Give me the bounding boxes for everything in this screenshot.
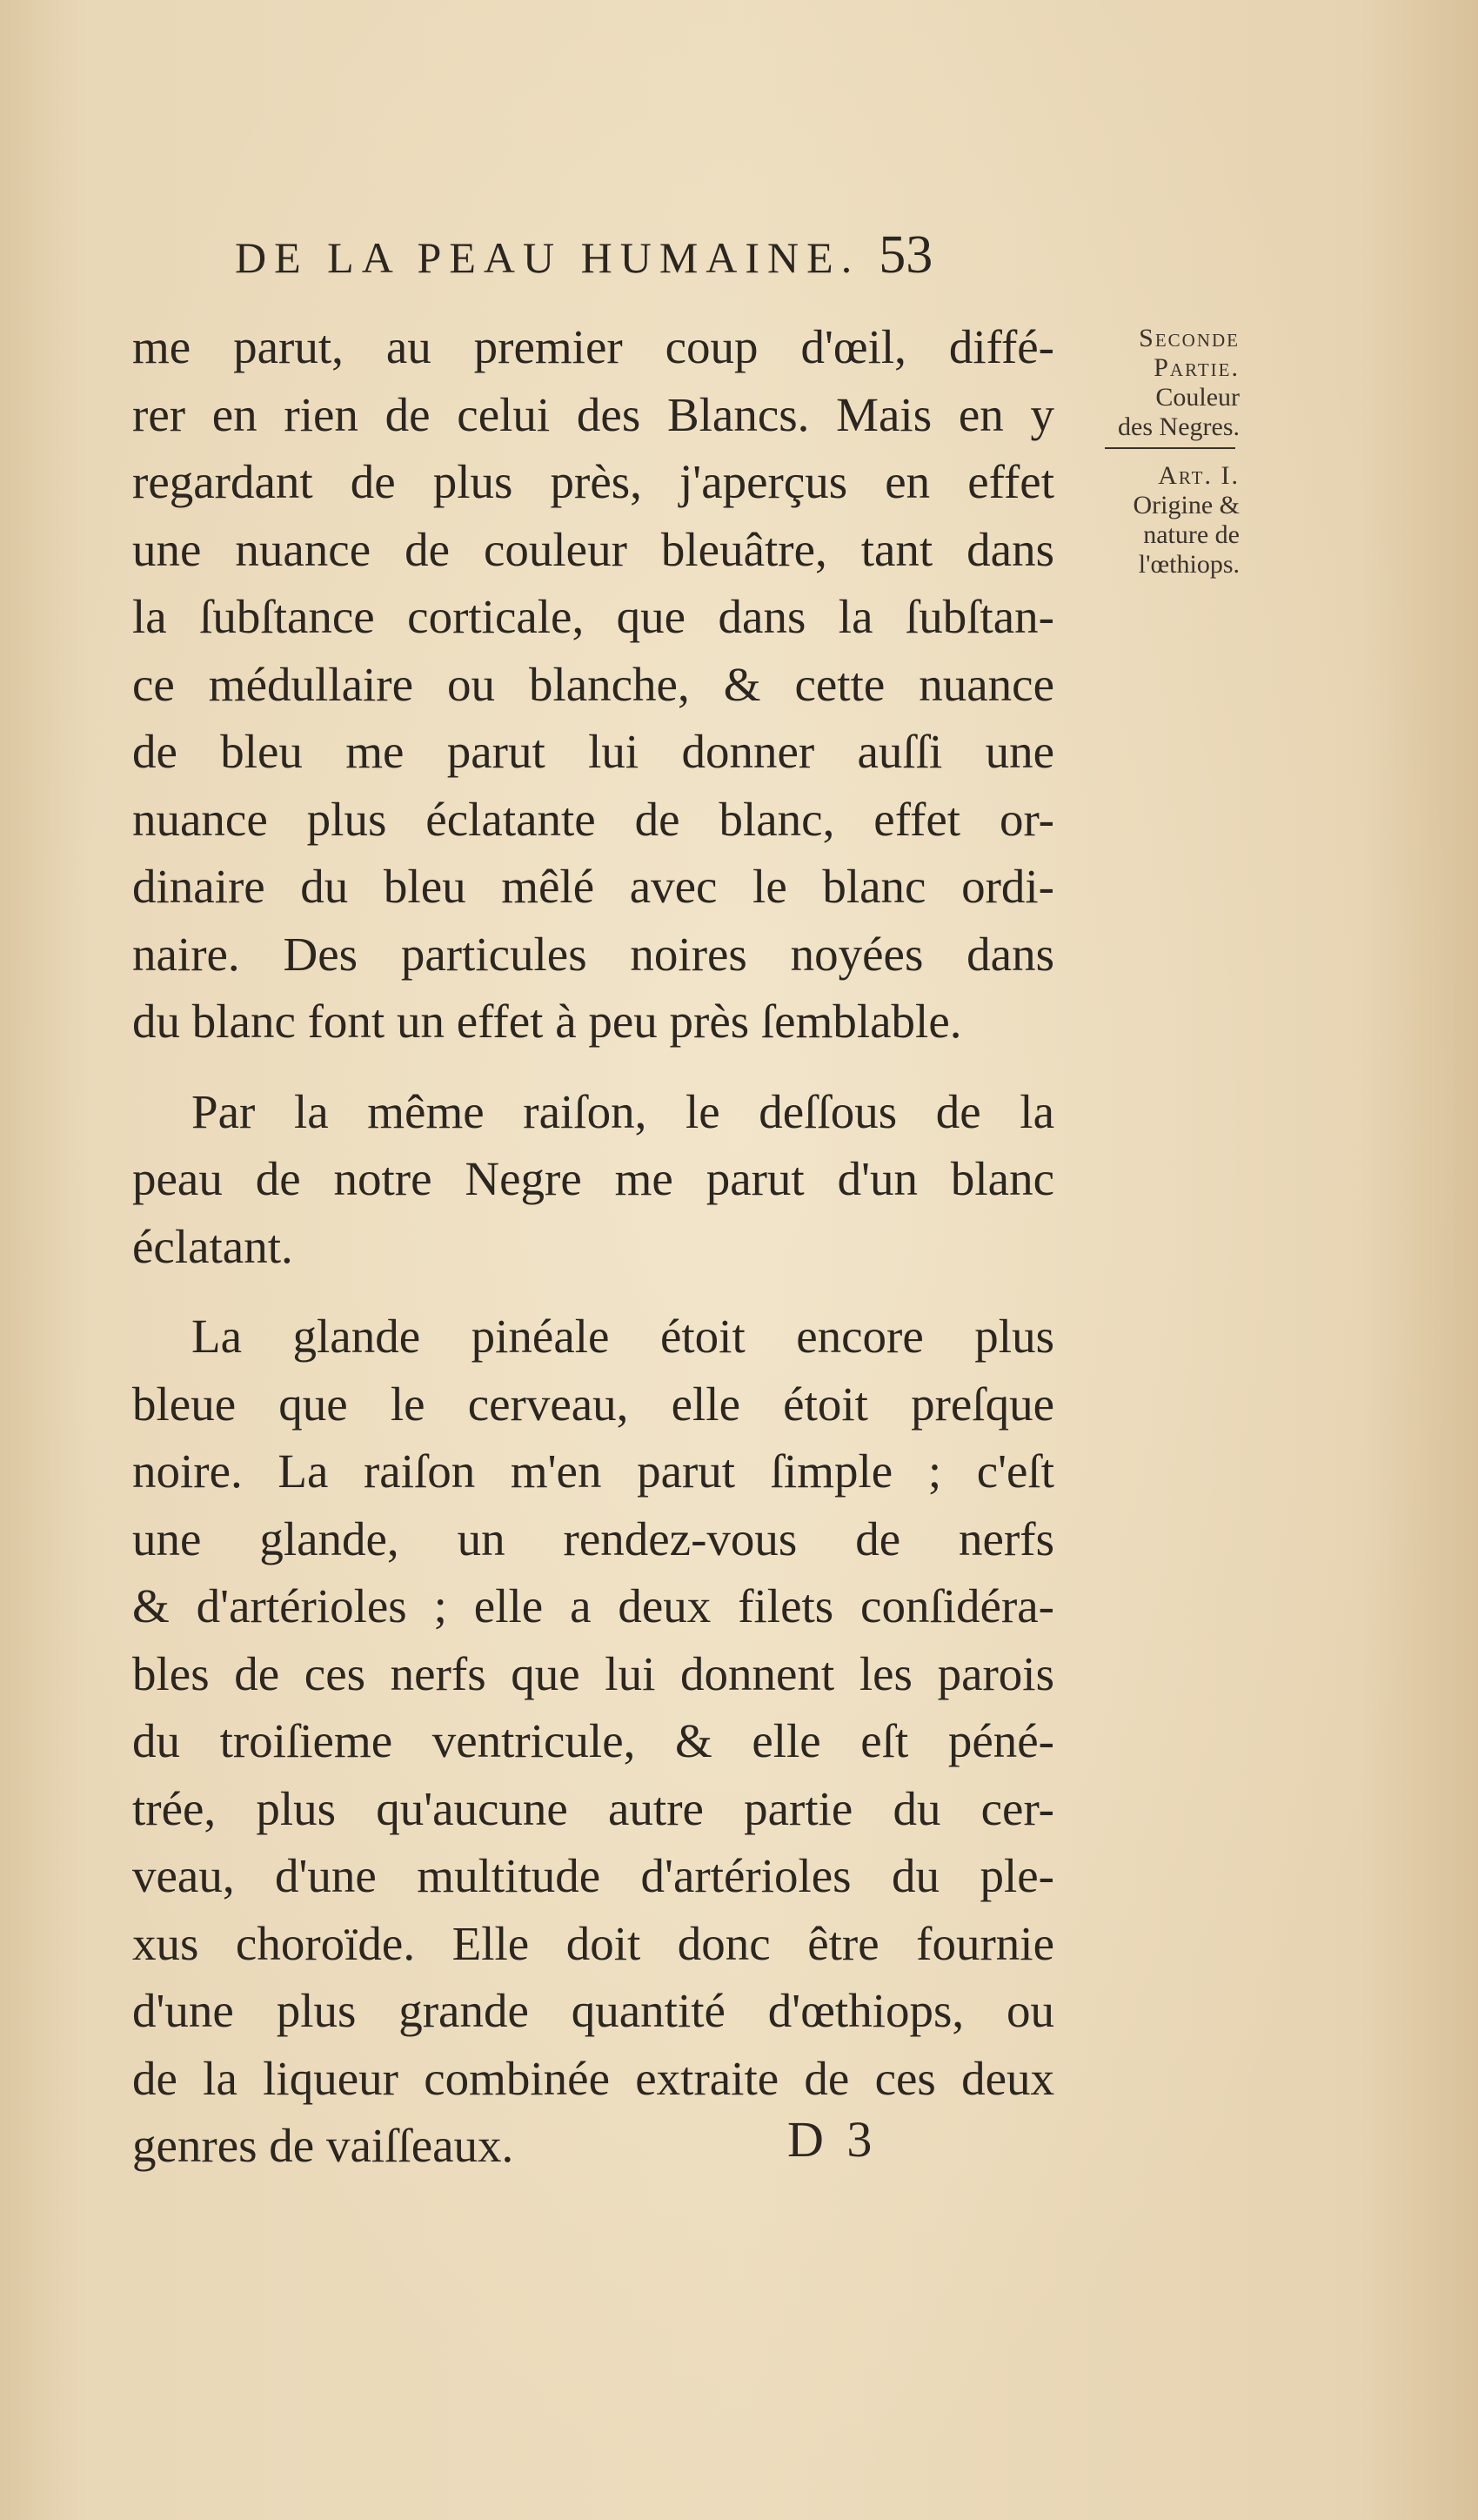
margin-note: Art. I. [1158,461,1240,490]
margin-note: Partie. [1154,353,1240,382]
text-line: du blanc font un effet à peu près ſemblable. [132,995,962,1048]
text-line: dinaire du bleu mêlé avec le blanc ordi- [132,860,1054,913]
text-line: naire. Des particules noires noyées dans [132,927,1054,981]
text-line: regardant de plus près, j'aperçus en effet [132,455,1054,508]
text-line: ce médullaire ou blanche, & cette nuance [132,657,1054,711]
text-line: veau, d'une multitude d'artérioles du ple- [132,1849,1054,1902]
text-line: peau de notre Negre me parut d'un blanc [132,1152,1054,1205]
text-line: bleue que le cerveau, elle étoit preſque [132,1377,1054,1431]
text-line: nuance plus éclatante de blanc, effet or- [132,792,1054,846]
text-line: du troiſieme ventricule, & elle eſt péné- [132,1714,1054,1767]
text-line: de la liqueur combinée extraite de ces deux [132,2051,1054,2105]
text-line: trée, plus qu'aucune autre partie du cer- [132,1781,1054,1835]
margin-note: l'œthiops. [1138,550,1240,579]
text-line: bles de ces nerfs que lui donnent les parois [132,1646,1054,1700]
text-line: noire. La raiſon m'en parut ſimple ; c'eſt [132,1444,1054,1498]
margin-note: des Negres. [1118,412,1240,441]
running-head [235,225,1061,294]
text-line: de bleu me parut lui donner auſſi une [132,725,1054,778]
margin-notes [1061,324,1240,580]
text-line: La glande pinéale étoit encore plus [191,1310,1054,1363]
text-line: xus choroïde. Elle doit donc être fournie [132,1916,1054,1970]
paragraph-gap [132,1056,1054,1078]
margin-note: Seconde [1139,324,1240,352]
margin-rule [1105,447,1235,449]
running-title: DE LA PEAU HUMAINE. [235,233,860,282]
margin-note: Couleur [1155,383,1240,412]
text-line: Par la même raiſon, le deſſous de la [191,1084,1054,1138]
margin-note: nature de [1143,520,1240,549]
text-line: rer en rien de celui des Blancs. Mais en y [132,387,1054,441]
text-line: la ſubſtance corticale, que dans la ſubſtan- [132,590,1054,643]
text-line: d'une plus grande quantité d'œthiops, ou [132,1984,1054,2037]
text-line: une glande, un rendez-vous de nerfs [132,1511,1054,1565]
text-line: une nuance de couleur bleuâtre, tant dans [132,522,1054,576]
signature-mark: D 3 [787,2111,878,2168]
paragraph-gap [132,1280,1054,1303]
text-line: éclatant. [132,1219,293,1273]
body-text [132,313,1054,2180]
margin-note: Origine & [1133,491,1240,519]
text-line: me parut, au premier coup d'œil, diffé- [132,320,1054,373]
text-line: & d'artérioles ; elle a deux filets conſidéra- [132,1579,1054,1632]
page-number: 53 [879,225,933,285]
text-line: genres de vaiſſeaux. [132,2119,514,2172]
